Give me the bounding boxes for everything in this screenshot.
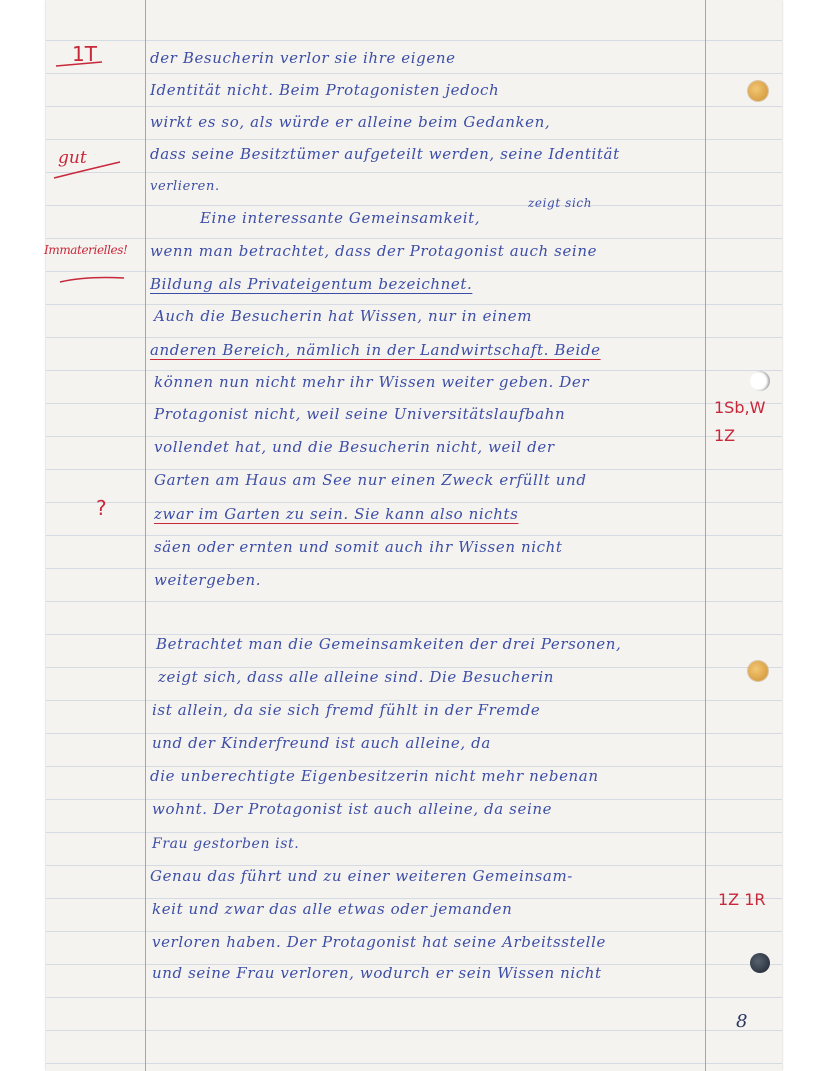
binder-hole-2: [750, 371, 770, 391]
page-number: 8: [736, 1011, 749, 1032]
text-line-7: wenn man betrachtet, dass der Protagonist auch seine: [150, 242, 598, 260]
text-line-21: und der Kinderfreund ist auch alleine, da: [152, 734, 491, 752]
margin-note-immaterielles: Immaterielles!: [44, 243, 128, 257]
notebook-page: [46, 0, 782, 1071]
text-line-15: zwar im Garten zu sein. Sie kann also nichts: [154, 505, 519, 523]
text-line-11: können nun nicht mehr ihr Wissen weiter geben. Der: [154, 373, 590, 391]
text-line-14: Garten am Haus am See nur einen Zweck erfüllt und: [154, 471, 587, 489]
text-line-3: wirkt es so, als würde er alleine beim Gedanken,: [150, 113, 551, 131]
text-line-20: ist allein, da sie sich fremd fühlt in der Fremde: [152, 701, 541, 719]
text-line-16: säen oder ernten und somit auch ihr Wissen nicht: [154, 538, 563, 556]
binder-hole-1: [748, 81, 768, 101]
margin-note-gut: gut: [58, 148, 87, 168]
text-line-12: Protagonist nicht, weil seine Universitätslaufbahn: [154, 405, 566, 423]
text-line-2: Identität nicht. Beim Protagonisten jedoch: [150, 81, 500, 99]
margin-note-1t: 1T: [72, 42, 97, 66]
margin-note-question-mark: ?: [96, 496, 107, 520]
text-line-27: verloren haben. Der Protagonist hat seine Arbeitsstelle: [152, 933, 606, 951]
text-line-10: anderen Bereich, nämlich in der Landwirtschaft. Beide: [150, 341, 601, 359]
margin-underline-strokes: [46, 0, 146, 300]
text-line-18: Betrachtet man die Gemeinsamkeiten der drei Personen,: [156, 635, 622, 653]
text-line-23: wohnt. Der Protagonist ist auch alleine, da seine: [152, 800, 553, 818]
text-line-22: die unberechtigte Eigenbesitzerin nicht mehr nebenan: [150, 767, 599, 785]
margin-note-1sbw: 1Sb,W: [714, 398, 766, 417]
text-line-4: dass seine Besitztümer aufgeteilt werden, seine Identität: [150, 145, 620, 163]
text-line-6: Eine interessante Gemeinsamkeit,: [200, 209, 481, 227]
margin-note-1z-1r: 1Z 1R: [718, 890, 766, 909]
margin-note-1z: 1Z: [714, 426, 736, 445]
right-margin-rule: [705, 0, 706, 1071]
text-line-25: Genau das führt und zu einer weiteren Gemeinsam-: [150, 867, 573, 885]
binder-hole-3: [748, 661, 768, 681]
text-line-5: verlieren.: [150, 179, 220, 194]
text-line-8: Bildung als Privateigentum bezeichnet.: [150, 275, 473, 293]
text-line-17: weitergeben.: [154, 571, 262, 589]
binder-hole-4: [750, 953, 770, 973]
text-line-28: und seine Frau verloren, wodurch er sein Wissen nicht: [152, 964, 602, 982]
text-line-9: Auch die Besucherin hat Wissen, nur in einem: [154, 307, 533, 325]
text-line-13: vollendet hat, und die Besucherin nicht, weil der: [154, 438, 555, 456]
insertion-zeigt-sich: zeigt sich: [528, 196, 593, 210]
text-line-26: keit und zwar das alle etwas oder jemanden: [152, 900, 513, 918]
text-line-1: der Besucherin verlor sie ihre eigene: [150, 49, 456, 67]
text-line-19: zeigt sich, dass alle alleine sind. Die Besucherin: [158, 668, 555, 686]
text-line-24: Frau gestorben ist.: [152, 836, 300, 852]
